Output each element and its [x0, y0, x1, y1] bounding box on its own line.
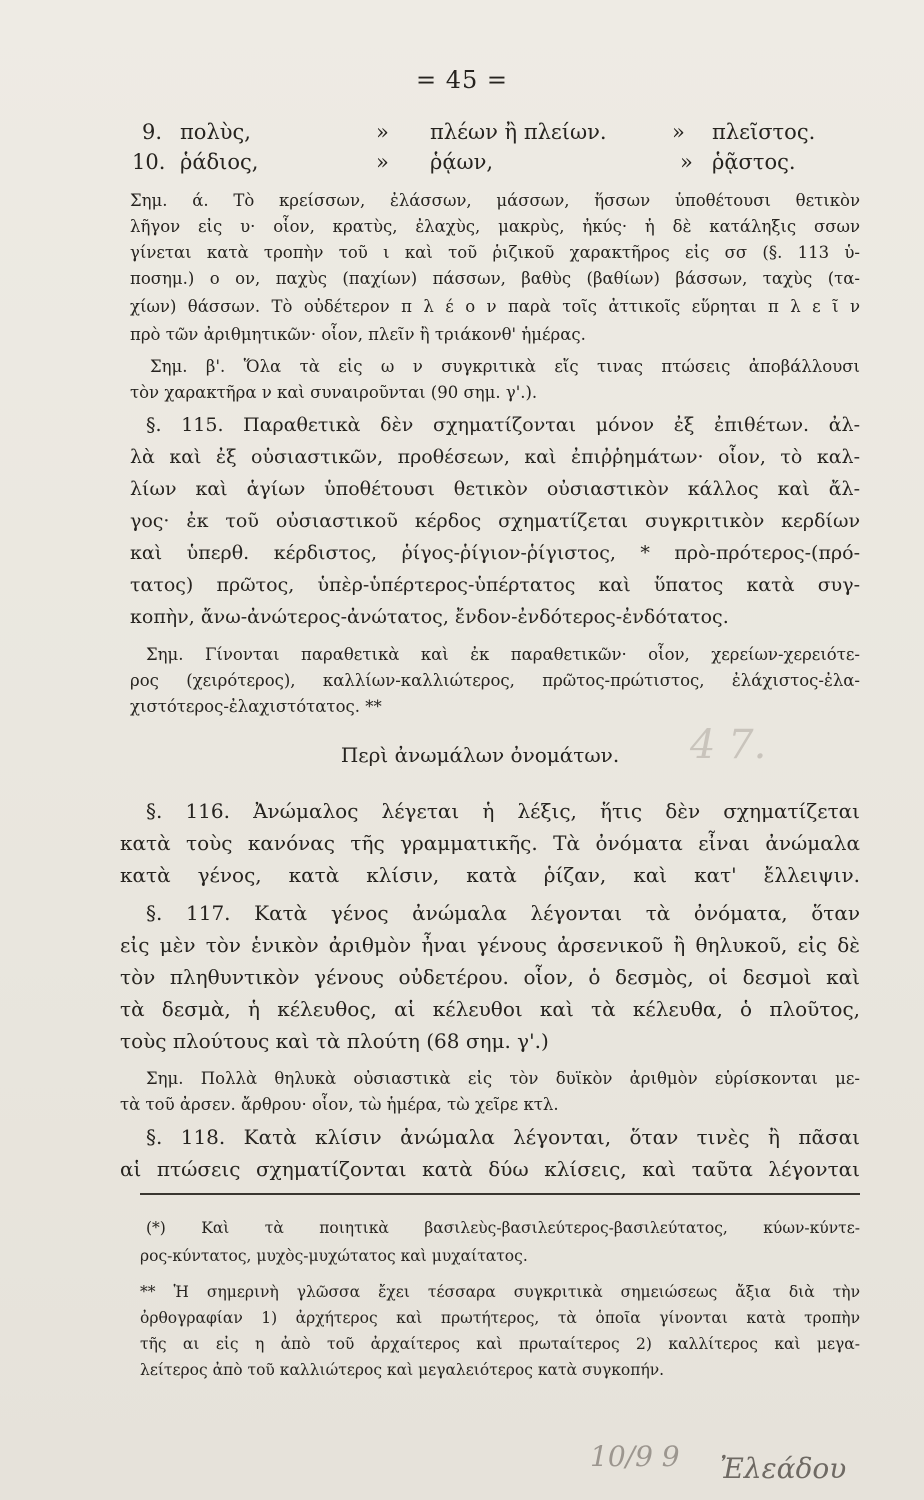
- page-number: = 45 =: [415, 66, 508, 94]
- text-line: λίων καὶ ἁγίων ὑποθέτουσι θετικὸν οὐσιαστικὸν κάλλος καὶ ἄλ-: [130, 478, 860, 500]
- text-line: τὰ δεσμὰ, ἡ κέλευθος, αἱ κέλευθοι καὶ τὰ κέλευθα, ὁ πλοῦτος,: [120, 997, 860, 1021]
- text-line: λείτερος ἀπὸ τοῦ καλλιώτερος καὶ μεγαλειότερος κατὰ συγκοπήν.: [140, 1361, 665, 1379]
- text-line: Σημ. ά. Τὸ κρείσσων, ἐλάσσων, μάσσων, ἥσσων ὑποθέτουσι θετικὸν: [130, 191, 860, 210]
- row-number: 10.: [132, 150, 166, 174]
- text-line: χίων) θάσσων. Τὸ οὐδέτερον π λ έ ο ν παρὰ τοῖς ἀττικοῖς εὕρηται π λ ε ῖ ν: [130, 297, 860, 316]
- text-line: ρος-κύντατος, μυχὸς-μυχώτατος καὶ μυχαίτατος.: [140, 1247, 528, 1265]
- text-line: Σημ. Γίνονται παραθετικὰ καὶ ἐκ παραθετικῶν· οἷον, χερείων-χερειότε-: [146, 645, 860, 664]
- footnote-divider: [140, 1193, 860, 1195]
- text-line: §. 117. Κατὰ γένος ἀνώμαλα λέγονται τὰ ὀνόματα, ὅταν: [146, 901, 860, 925]
- text-line: κοπὴν, ἄνω-ἀνώτερος-ἀνώτατος, ἔνδον-ἐνδότερος-ἐνδότατος.: [130, 606, 729, 628]
- text-line: (*) Καὶ τὰ ποιητικὰ βασιλεὺς-βασιλεύτερος-βασιλεύτατος, κύων-κύντε-: [146, 1219, 860, 1237]
- superlative-form: ῥᾷστος.: [712, 150, 796, 174]
- handwritten-signature: Ἐλεάδου: [720, 1452, 847, 1485]
- text-line: τὸν πληθυντικὸν γένους οὐδετέρου. οἷον, ὁ δεσμὸς, οἱ δεσμοὶ καὶ: [120, 965, 860, 989]
- row-number: 9.: [142, 120, 163, 144]
- text-line: Σημ. Πολλὰ θηλυκὰ οὐσιαστικὰ εἰς τὸν δυϊκὸν ἀριθμὸν εὑρίσκονται με-: [146, 1069, 860, 1088]
- text-line: τὰ τοῦ ἀρσεν. ἄρθρου· οἷον, τὼ ἡμέρα, τὼ χεῖρε κτλ.: [120, 1095, 559, 1114]
- text-line: §. 116. Ἀνώμαλος λέγεται ἡ λέξις, ἥτις δὲν σχηματίζεται: [146, 799, 860, 823]
- handwritten-mark: 10/9 9: [590, 1440, 680, 1473]
- text-line: χιστότερος-ἐλαχιστότατος. **: [130, 697, 382, 716]
- text-line: γος· ἐκ τοῦ οὐσιαστικοῦ κέρδος σχηματίζεται συγκριτικὸν κερδίων: [130, 510, 860, 532]
- text-line: αἱ πτώσεις σχηματίζονται κατὰ δύω κλίσεις, καὶ ταῦτα λέγονται: [120, 1157, 860, 1181]
- text-line: τὸν χαρακτῆρα ν καὶ συναιροῦνται (90 σημ. γ'.).: [130, 383, 538, 402]
- text-line: κατὰ τοὺς κανόνας τῆς γραμματικῆς. Τὰ ὀνόματα εἶναι ἀνώμαλα: [120, 831, 860, 855]
- quote-mark: »: [680, 150, 693, 174]
- text-line: Σημ. β'. Ὅλα τὰ εἰς ω ν συγκριτικὰ εἴς τινας πτώσεις ἀποβάλλουσι: [150, 357, 860, 376]
- quote-mark: »: [376, 120, 389, 144]
- quote-mark: »: [376, 150, 389, 174]
- positive-form: ῥάδιος,: [180, 150, 259, 174]
- text-line: λὰ καὶ ἐξ οὐσιαστικῶν, προθέσεων, καὶ ἐπιῤῥημάτων· οἷον, τὸ καλ-: [130, 446, 860, 468]
- text-line: λῆγον εἰς υ· οἷον, κρατὺς, ἐλαχὺς, μακρὺς, ἠκύς· ἡ δὲ κατάληξις σσων: [130, 217, 860, 236]
- text-line: τοὺς πλούτους καὶ τὰ πλούτη (68 σημ. γ'.): [120, 1029, 549, 1053]
- text-line: §. 115. Παραθετικὰ δὲν σχηματίζονται μόνον ἐξ ἐπιθέτων. ἀλ-: [146, 414, 860, 436]
- text-line: ρος (χειρότερος), καλλίων-καλλιώτερος, πρῶτος-πρώτιστος, ἐλάχιστος-ἐλα-: [130, 671, 860, 690]
- comparative-form: πλέων ἢ πλείων.: [430, 120, 607, 144]
- positive-form: πολὺς,: [180, 120, 251, 144]
- text-line: κατὰ γένος, κατὰ κλίσιν, κατὰ ῥίζαν, καὶ κατ' ἔλλειψιν.: [120, 863, 860, 887]
- text-line: εἰς μὲν τὸν ἑνικὸν ἀριθμὸν ἦναι γένους ἀρσενικοῦ ἢ θηλυκοῦ, εἰς δὲ: [120, 933, 860, 957]
- text-line: §. 118. Κατὰ κλίσιν ἀνώμαλα λέγονται, ὅταν τινὲς ἢ πᾶσαι: [146, 1125, 860, 1149]
- text-line: γίνεται κατὰ τροπὴν τοῦ ι καὶ τοῦ ῥιζικοῦ χαρακτῆρος εἰς σσ (§. 113 ὑ-: [130, 243, 860, 262]
- text-line: ποσημ.) ο ον, παχὺς (παχίων) πάσσων, βαθὺς (βαθίων) βάσσων, ταχὺς (τα-: [130, 269, 860, 288]
- text-line: ** Ἡ σημερινὴ γλῶσσα ἔχει τέσσαρα συγκριτικὰ σημειώσεως ἄξια διὰ τὴν: [140, 1283, 860, 1301]
- handwritten-mark: 4 7.: [690, 722, 767, 768]
- text-line: τατος) πρῶτος, ὑπὲρ-ὑπέρτερος-ὑπέρτατος καὶ ὕπατος κατὰ συγ-: [130, 574, 860, 596]
- text-line: τῆς αι εἰς η ἀπὸ τοῦ ἀρχαίτερος καὶ πρωταίτερος 2) καλλίτερος καὶ μεγα-: [140, 1335, 860, 1353]
- superlative-form: πλεῖστος.: [712, 120, 816, 144]
- quote-mark: »: [672, 120, 685, 144]
- text-line: ὀρθογραφίαν 1) ἀρχήτερος καὶ πρωτήτερος, τὰ ὁποῖα γίνονται κατὰ τροπὴν: [140, 1309, 860, 1327]
- section-heading: Περὶ ἀνωμάλων ὀνομάτων.: [340, 743, 620, 767]
- text-line: πρὸ τῶν ἀριθμητικῶν· οἷον, πλεῖν ἢ τριάκονθ' ἡμέρας.: [130, 325, 586, 344]
- comparative-form: ῥᾴων,: [430, 150, 494, 174]
- text-line: καὶ ὑπερθ. κέρδιστος, ῥίγος-ῥίγιον-ῥίγιστος, * πρὸ-πρότερος-(πρό-: [130, 542, 860, 564]
